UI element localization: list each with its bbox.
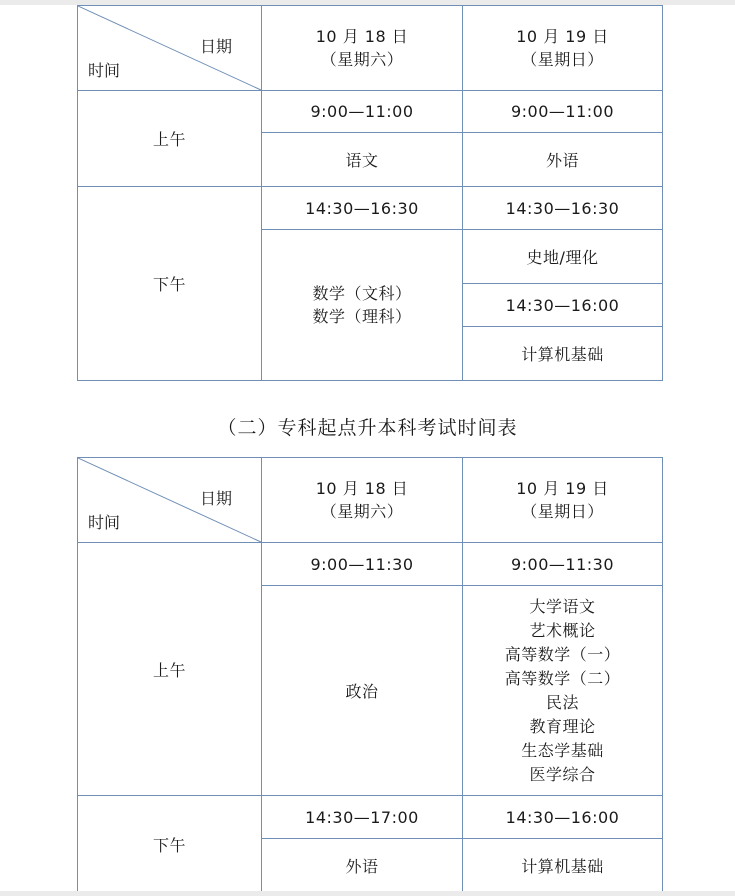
day2-date: 10 月 19 日	[516, 479, 609, 498]
subject-ecology: 生态学基础	[521, 740, 604, 760]
afternoon-subject-day1: 外语	[345, 857, 379, 876]
corner-time-label: 时间	[88, 61, 121, 80]
day1-date: 10 月 18 日	[315, 27, 409, 46]
morning-subject-day2: 外语	[545, 151, 579, 170]
day2-weekday: （星期日）	[521, 50, 604, 69]
morning-label: 上午	[152, 130, 186, 149]
afternoon-time-day1: 14:30—16:30	[305, 198, 419, 218]
subject-education-theory: 教育理论	[529, 716, 596, 736]
afternoon-subject-day1	[262, 230, 462, 380]
subject-advanced-math-2: 高等数学（二）	[504, 668, 621, 688]
day2-header	[463, 458, 662, 542]
afternoon-time-day2: 14:30—16:30	[505, 198, 620, 218]
morning-time-day2: 9:00—11:00	[510, 102, 615, 121]
day1-weekday: （星期六）	[320, 50, 404, 69]
subject-math-liberal-arts: 数学（文科）	[312, 284, 412, 303]
afternoon-subject-day2-b: 计算机基础	[521, 345, 604, 364]
afternoon-time-day2: 14:30—16:00	[505, 807, 620, 827]
morning-time-day1: 9:00—11:30	[310, 554, 414, 574]
corner-date-label: 日期	[200, 37, 233, 56]
day1-date: 10 月 18 日	[315, 479, 409, 498]
day2-weekday: （星期日）	[521, 502, 604, 521]
section-title: （二）专科起点升本科考试时间表	[217, 417, 518, 439]
subject-advanced-math-1: 高等数学（一）	[504, 644, 621, 664]
morning-subject-day1: 政治	[345, 682, 379, 701]
day1-header	[262, 6, 462, 90]
afternoon-time-day2-b: 14:30—16:00	[505, 295, 620, 315]
day1-weekday: （星期六）	[320, 502, 404, 521]
afternoon-label: 下午	[152, 275, 186, 294]
subject-math-science: 数学（理科）	[312, 307, 412, 326]
corner-date-label: 日期	[200, 489, 233, 508]
afternoon-subject-day2: 计算机基础	[521, 857, 604, 876]
subject-art-theory: 艺术概论	[529, 620, 596, 640]
exam-table-1	[77, 5, 663, 381]
day2-header	[463, 6, 662, 90]
day1-header	[262, 458, 462, 542]
morning-subject-day1: 语文	[345, 151, 379, 170]
afternoon-label: 下午	[152, 835, 186, 855]
afternoon-subject-day2-a: 史地/理化	[526, 248, 599, 267]
corner-time-label: 时间	[88, 513, 121, 532]
morning-label: 上午	[152, 660, 186, 680]
subject-college-chinese: 大学语文	[529, 596, 596, 616]
subject-medicine: 医学综合	[529, 764, 596, 784]
morning-time-day1: 9:00—11:00	[310, 102, 414, 121]
bottom-edge	[0, 891, 735, 896]
morning-time-day2: 9:00—11:30	[510, 554, 615, 574]
afternoon-time-day1: 14:30—17:00	[305, 807, 419, 827]
morning-subjects-day2	[463, 586, 662, 795]
exam-table-2	[77, 457, 663, 893]
day2-date: 10 月 19 日	[516, 27, 609, 46]
subject-civil-law: 民法	[545, 692, 579, 712]
